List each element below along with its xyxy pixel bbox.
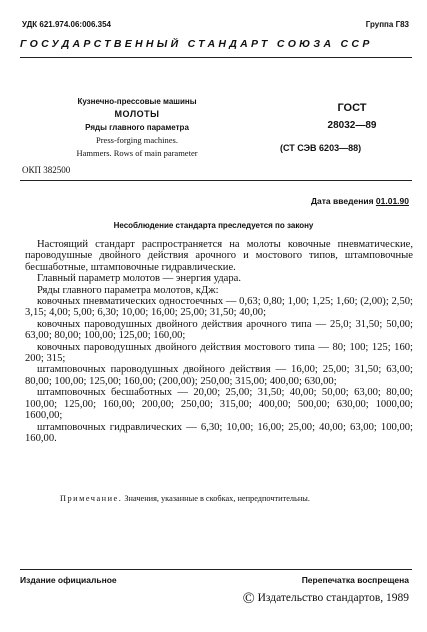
divider-bottom (20, 569, 412, 570)
body-row-anvilless: штамповочных бесшаботных — 20,00; 25,00; 31,50; 40,00; 50,00; 63,00; 80,00; 100,00; 125,00; 160,00; 200,00; 250,00; 315,00; 400,00; 500,00; 630,00; 1000,00; 1600,00; (25, 387, 413, 422)
st-sev-reference: (СТ СЭВ 6203—88) (280, 143, 362, 153)
title-main: МОЛОТЫ (114, 109, 160, 119)
body-paragraph-main-parameter: Главный параметр молотов — энергия удара. (37, 273, 242, 285)
reprint-notice: Перепечатка воспрещена (301, 575, 409, 585)
okp-code: ОКП 382500 (22, 165, 71, 175)
body-row-arch: ковочных пароводушных двойного действия арочного типа — 25,0; 31,50; 50,00; 63,00; 80,00; 100,00; 125,00; 160,00; (25, 318, 413, 342)
note-label: Примечание. (60, 494, 123, 503)
body-text (25, 239, 413, 444)
intro-date-label: Дата введения (310, 196, 374, 206)
gost-number: 28032—89 (327, 120, 377, 131)
standard-banner: ГОСУДАРСТВЕННЫЙ СТАНДАРТ СОЮЗА ССР (20, 38, 373, 50)
title-subtitle: Ряды главного параметра (85, 123, 189, 132)
title-english-2: Hammers. Rows of main parameter (76, 148, 198, 158)
gost-label: ГОСТ (337, 102, 367, 114)
body-row-stamping-steam: штамповочных пароводушных двойного действия — 16,00; 25,00; 31,50; 63,00; 80,00; 100,00; 125,00; 160,00; (200,00); 250,00; 315,00; 400,00; 630,00; (25, 364, 413, 387)
intro-date (311, 196, 409, 206)
title-category: Кузнечно-прессовые машины (77, 97, 197, 106)
divider-top (20, 57, 412, 58)
udk-code: УДК 621.974.06:006.354 (22, 20, 111, 29)
title-english-1: Press-forging machines. (96, 135, 178, 145)
body-row-hydraulic: штамповочных гидравлических — 6,30; 10,00; 16,00; 25,00; 40,00; 63,00; 100,00; 160,00. (25, 421, 413, 444)
body-row-bridge: ковочных пароводушных двойного действия мостового типа — 80; 100; 125; 160; 200; 315; (25, 341, 413, 365)
legal-warning: Несоблюдение стандарта преследуется по закону (113, 221, 314, 230)
copyright-text: Издательство стандартов, 1989 (257, 592, 409, 604)
edition-label: Издание официальное (20, 575, 117, 585)
group-code: Группа Г83 (365, 20, 409, 29)
divider-middle (20, 180, 412, 181)
body-row-pneumatic: ковочных пневматических одностоечных — 0,63; 0,80; 1,00; 1,25; 1,60; (2,00); 2,50; 3,15; 4,00; 5,00; 6,30; 10,00; 16,00; 25,00; 31,50; 40,00; (25, 296, 413, 319)
copyright-icon: © (242, 590, 255, 607)
note-text: Значения, указанные в скобках, непредпочтительны. (124, 494, 310, 503)
body-paragraph-scope: Настоящий стандарт распространяется на молоты ковочные пневматические, пароводушные двойного действия арочного и мостового типов, штамповочные бесшаботные, штамповочные гидравлические. (25, 239, 413, 273)
intro-date-value: 01.01.90 (375, 196, 409, 206)
copyright (243, 590, 409, 608)
note (60, 494, 310, 503)
gost-block (292, 99, 412, 135)
title-block (22, 95, 252, 160)
body-paragraph-rows-intro: Ряды главного параметра молотов, кДж: (37, 284, 219, 296)
